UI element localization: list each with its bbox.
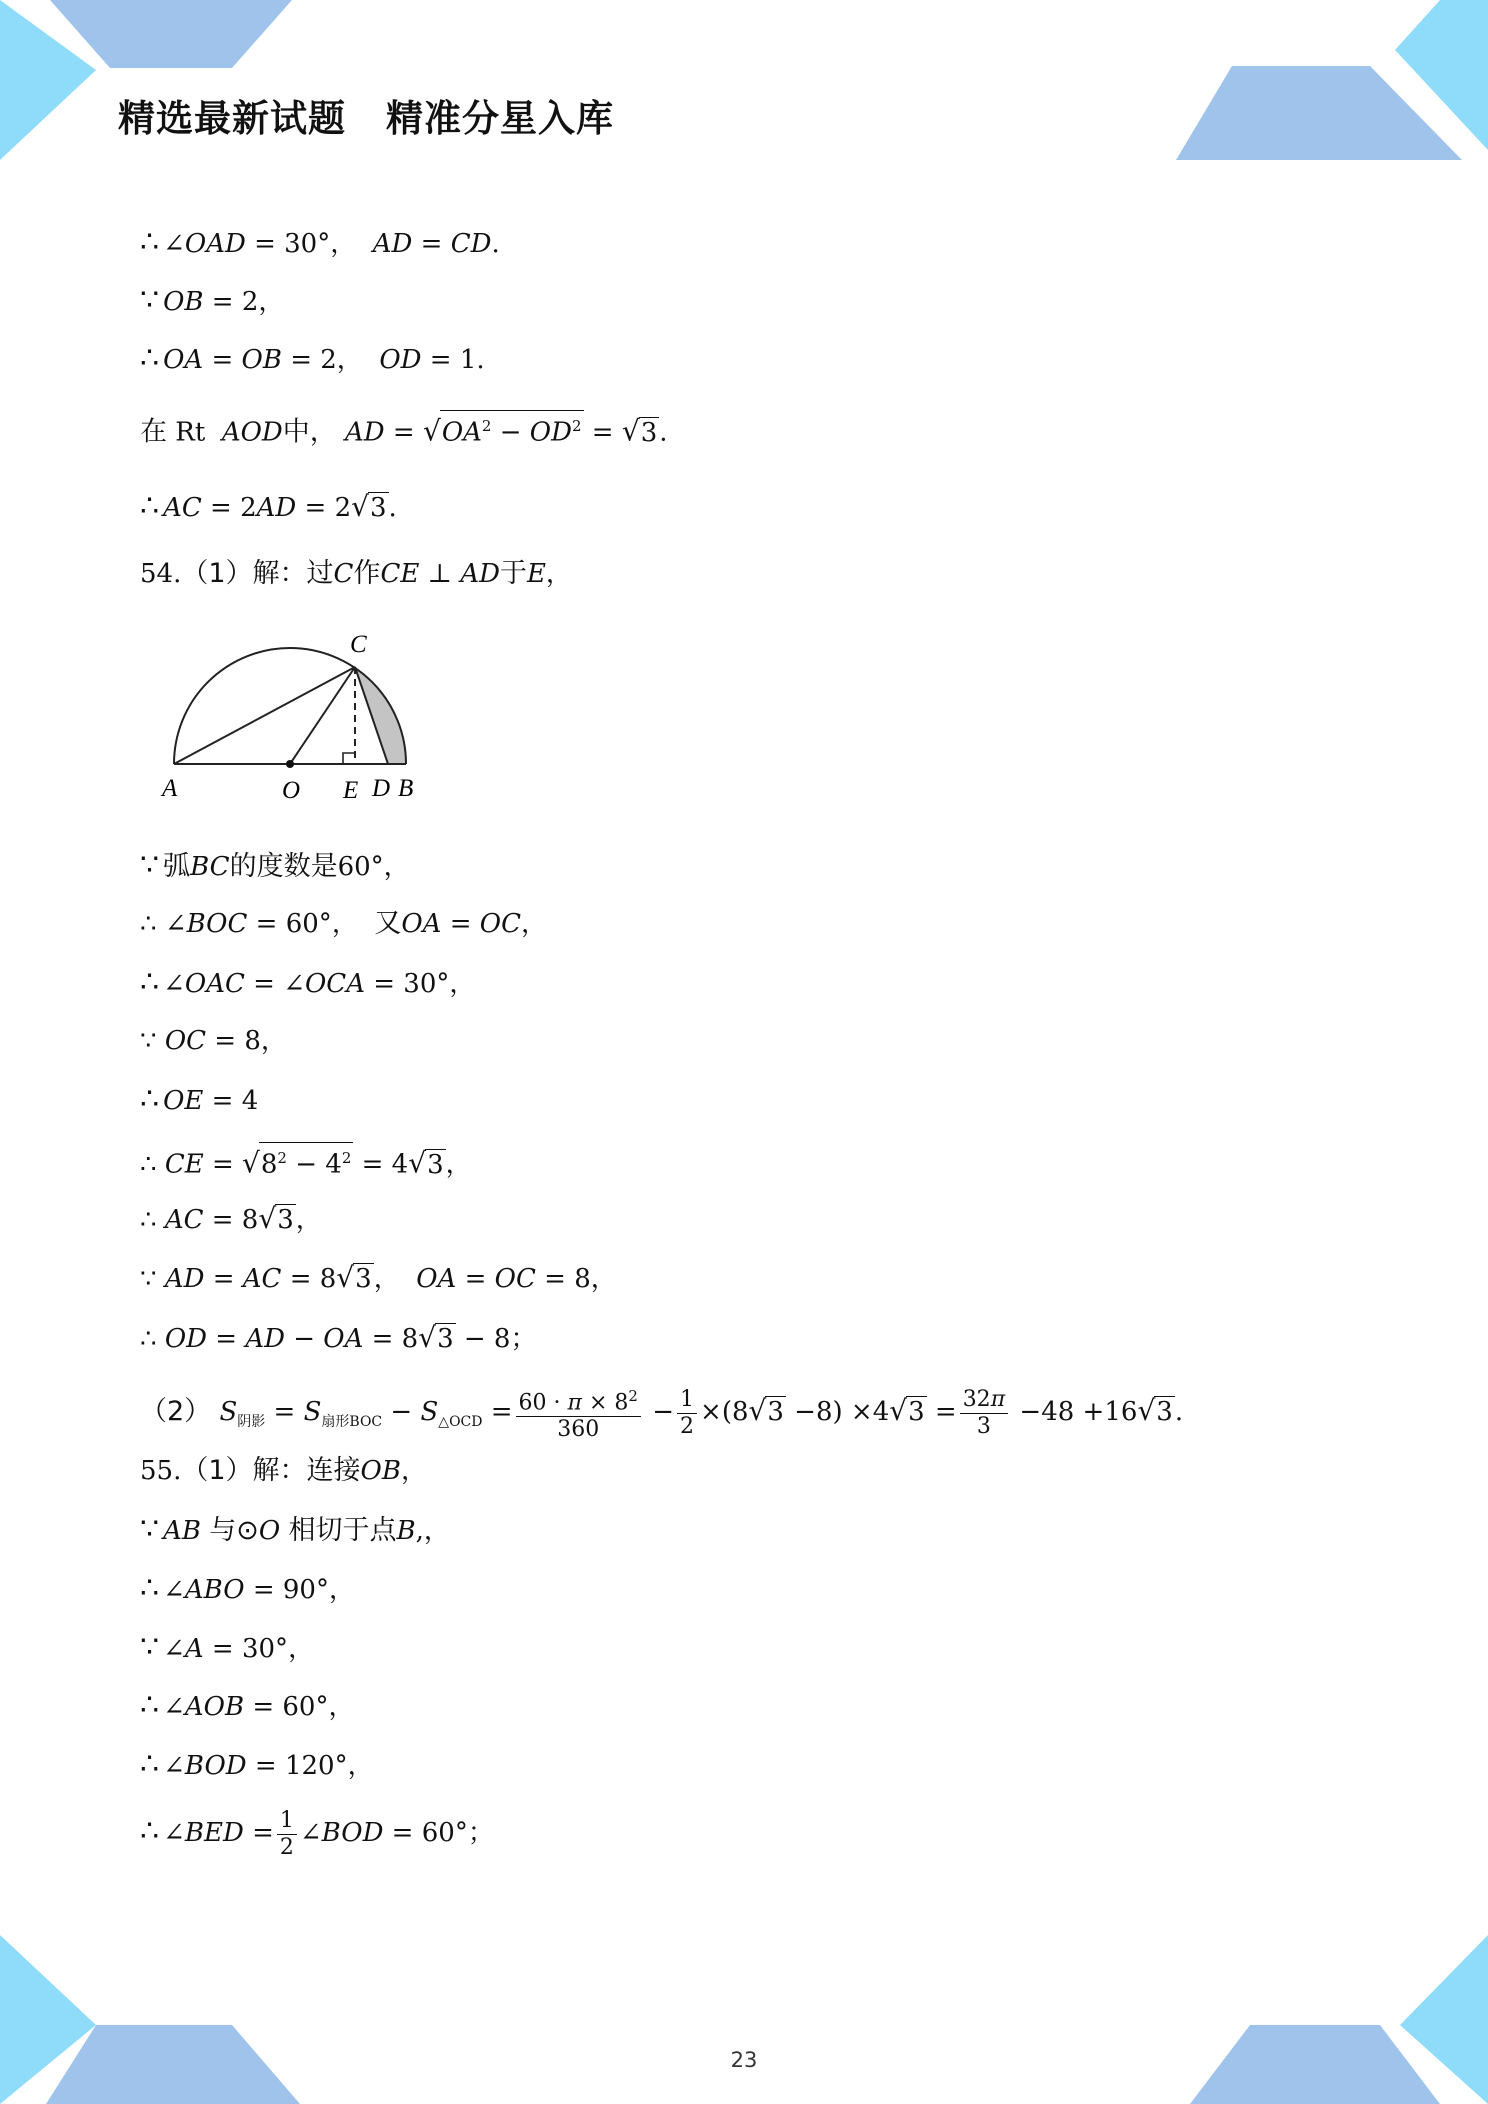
problem-54-heading: 54.（1）解：过C作CE ⊥ AD于E，	[140, 558, 572, 589]
solution-line: ∵ 弧BC的度数是60°，	[140, 848, 410, 883]
page-header-title: 精选最新试题 精准分星入库	[118, 97, 614, 140]
radius-oc	[290, 667, 355, 764]
semicircle-figure	[160, 620, 450, 810]
solution-line: ∴ ∠OAC = ∠OCA = 30°，	[140, 965, 476, 1000]
center-point-o	[286, 760, 294, 768]
label-o: O	[282, 777, 301, 804]
solution-line: ∴ ∠BOC = 60°， 又OA = OC，	[140, 908, 548, 939]
solution-line: ∵ AB 与⊙O 相切于点B,，	[140, 1512, 450, 1547]
chord-ac	[174, 667, 355, 764]
solution-line: ∵ OB = 2，	[140, 283, 285, 318]
solution-line: 在 Rt AOD中， AD = $√OA^2 - OD^2 = √3$.	[140, 410, 668, 446]
solution-line: ∴ ∠BOD = 120°，	[140, 1747, 374, 1782]
solution-line: ∴ CE = $√8^2 - 4^2 = 4√3$，	[140, 1142, 472, 1178]
solution-line: ∴ ∠OAD = 30°， AD = CD.	[140, 225, 500, 260]
solution-area-formula: （2） $S_{阴影} = S_{扇形BOC} - S_{\triangle OCD}$ = $\frac{60 \cdot \pi \times 8^2}{360}$ − $\frac{1}{2}$ ×(8√3 −8) ×4√3 = $\frac{32\pi}{3}$ −48 +16√3.	[140, 1381, 1183, 1441]
problem-55-heading: 55.（1）解：连接OB，	[140, 1455, 427, 1486]
deco-top-right-trapezoid	[1176, 66, 1462, 160]
label-b: B	[398, 775, 414, 802]
solution-line: ∴ ∠BED = $\frac{1}{2}$ ∠BOD = 60°；	[140, 1807, 494, 1860]
solution-line: ∴ ∠ABO = 90°，	[140, 1571, 355, 1606]
label-d: D	[372, 775, 391, 802]
solution-line: ∵ OC = 8，	[140, 1026, 287, 1056]
label-e: E	[343, 777, 359, 804]
right-angle-mark	[343, 753, 355, 764]
label-a: A	[162, 775, 178, 802]
deco-top-left-trapezoid	[50, 0, 292, 68]
label-c: C	[350, 631, 367, 658]
shaded-region	[355, 667, 406, 764]
solution-line: ∴ AC = 8√3，	[140, 1202, 322, 1235]
solution-line: ∴ ∠AOB = 60°，	[140, 1688, 355, 1723]
solution-line: ∵ AD = AC = 8√3， OA = OC = 8，	[140, 1261, 617, 1294]
solution-line: ∴ AC = 2AD = 2√3.	[140, 489, 397, 524]
solution-line: ∴ OD = AD − OA = 8√3 − 8；	[140, 1321, 537, 1354]
page-number: 23	[730, 2048, 758, 2072]
solution-line: ∵ ∠A = 30°，	[140, 1630, 315, 1665]
solution-line: ∴ OA = OB = 2， OD = 1.	[140, 341, 485, 376]
solution-line: ∴ OE = 4	[140, 1082, 259, 1117]
